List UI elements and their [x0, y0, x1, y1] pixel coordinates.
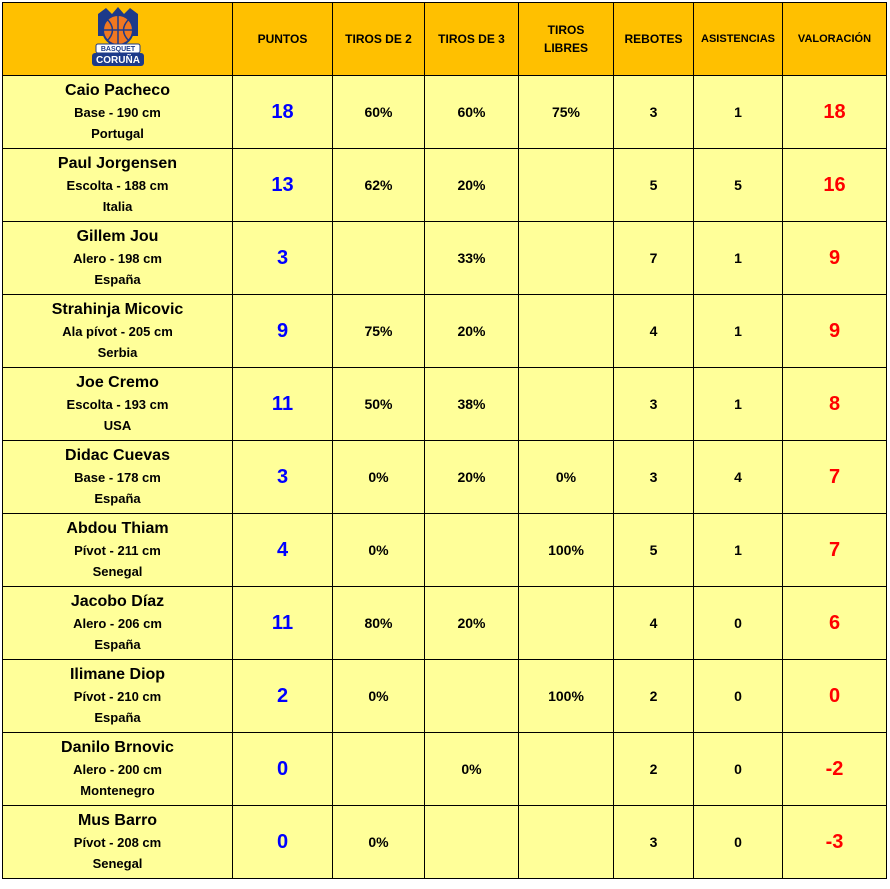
header-asistencias: ASISTENCIAS	[694, 3, 783, 76]
logo-text-bottom: CORUÑA	[95, 54, 140, 66]
player-country: USA	[103, 418, 132, 433]
player-cell	[3, 441, 233, 514]
table-row	[3, 76, 887, 149]
tiros-de-2-cell: 0%	[333, 441, 425, 514]
tiros-libres-cell	[519, 295, 614, 368]
player-name: Strahinja Micovic	[51, 301, 184, 318]
player-country: Senegal	[92, 564, 143, 579]
rebotes-cell: 3	[614, 368, 694, 441]
player-cell	[3, 806, 233, 879]
asistencias-cell: 1	[694, 295, 783, 368]
tiros-de-2-cell	[333, 222, 425, 295]
rebotes-cell: 4	[614, 587, 694, 660]
tiros-de-3-cell: 20%	[425, 149, 519, 222]
header-puntos: PUNTOS	[233, 3, 333, 76]
tiros-de-2-cell: 0%	[333, 806, 425, 879]
tiros-de-3-cell: 38%	[425, 368, 519, 441]
tiros-libres-cell	[519, 222, 614, 295]
table-row	[3, 441, 887, 514]
asistencias-cell: 0	[694, 733, 783, 806]
player-name: Ilimane Diop	[69, 666, 166, 683]
valoracion-cell: -2	[783, 733, 887, 806]
tiros-de-2-cell: 62%	[333, 149, 425, 222]
tiros-de-2-cell: 60%	[333, 76, 425, 149]
tiros-de-3-cell	[425, 514, 519, 587]
valoracion-cell: 16	[783, 149, 887, 222]
asistencias-cell: 1	[694, 222, 783, 295]
table-row	[3, 587, 887, 660]
player-position: Alero - 198 cm	[73, 251, 162, 266]
header-valoracion: VALORACIÓN	[783, 3, 887, 76]
valoracion-cell: 7	[783, 441, 887, 514]
tiros-de-3-cell: 20%	[425, 441, 519, 514]
tiros-de-3-cell: 0%	[425, 733, 519, 806]
rebotes-cell: 5	[614, 514, 694, 587]
asistencias-cell: 1	[694, 76, 783, 149]
rebotes-cell: 7	[614, 222, 694, 295]
asistencias-cell: 5	[694, 149, 783, 222]
player-position: Escolta - 193 cm	[66, 397, 169, 412]
player-cell	[3, 733, 233, 806]
logo-text-top: BASQUET	[100, 45, 135, 53]
puntos-cell: 11	[233, 368, 333, 441]
player-cell	[3, 76, 233, 149]
tiros-de-2-cell: 50%	[333, 368, 425, 441]
valoracion-cell: 0	[783, 660, 887, 733]
rebotes-cell: 2	[614, 660, 694, 733]
rebotes-cell: 3	[614, 441, 694, 514]
player-country: España	[94, 272, 141, 287]
puntos-cell: 9	[233, 295, 333, 368]
player-position: Base - 190 cm	[74, 105, 161, 120]
valoracion-cell: 7	[783, 514, 887, 587]
player-cell	[3, 660, 233, 733]
tiros-libres-cell	[519, 587, 614, 660]
asistencias-cell: 0	[694, 660, 783, 733]
tiros-libres-cell: 0%	[519, 441, 614, 514]
player-country: Senegal	[92, 856, 143, 871]
player-name: Didac Cuevas	[65, 447, 170, 464]
player-rows	[3, 76, 887, 879]
header-rebotes: REBOTES	[614, 3, 694, 76]
puntos-cell: 18	[233, 76, 333, 149]
table-row	[3, 368, 887, 441]
puntos-cell: 4	[233, 514, 333, 587]
tiros-libres-cell	[519, 806, 614, 879]
tiros-de-2-cell: 75%	[333, 295, 425, 368]
logo-cell	[3, 3, 233, 76]
player-cell	[3, 222, 233, 295]
player-country: Montenegro	[80, 783, 155, 798]
puntos-cell: 11	[233, 587, 333, 660]
tiros-libres-cell: 100%	[519, 660, 614, 733]
player-cell	[3, 295, 233, 368]
puntos-cell: 2	[233, 660, 333, 733]
asistencias-cell: 0	[694, 806, 783, 879]
player-country: España	[94, 637, 141, 652]
rebotes-cell: 2	[614, 733, 694, 806]
table-row	[3, 222, 887, 295]
rebotes-cell: 5	[614, 149, 694, 222]
tiros-libres-cell	[519, 149, 614, 222]
table-row	[3, 733, 887, 806]
player-country: Italia	[102, 199, 133, 214]
player-name: Caio Pacheco	[65, 82, 170, 99]
header-tiros-de-3: TIROS DE 3	[425, 3, 519, 76]
player-country: Serbia	[97, 345, 138, 360]
player-position: Escolta - 188 cm	[66, 178, 169, 193]
player-cell	[3, 149, 233, 222]
player-position: Alero - 206 cm	[73, 616, 162, 631]
stats-table	[2, 2, 887, 879]
table-row	[3, 149, 887, 222]
player-position: Alero - 200 cm	[73, 762, 162, 777]
player-name: Paul Jorgensen	[57, 155, 178, 172]
player-cell	[3, 514, 233, 587]
rebotes-cell: 3	[614, 76, 694, 149]
tiros-de-3-cell: 20%	[425, 587, 519, 660]
asistencias-cell: 4	[694, 441, 783, 514]
tiros-de-2-cell: 80%	[333, 587, 425, 660]
rebotes-cell: 4	[614, 295, 694, 368]
player-name: Joe Cremo	[76, 374, 159, 391]
player-country: España	[94, 491, 141, 506]
puntos-cell: 3	[233, 222, 333, 295]
tiros-de-3-cell	[425, 806, 519, 879]
header-row	[3, 3, 887, 76]
player-country: Portugal	[91, 126, 144, 141]
player-country: España	[94, 710, 141, 725]
player-name: Gillem Jou	[76, 228, 159, 245]
player-cell	[3, 368, 233, 441]
player-position: Ala pívot - 205 cm	[62, 324, 173, 339]
table-row	[3, 295, 887, 368]
puntos-cell: 0	[233, 733, 333, 806]
tiros-libres-cell	[519, 368, 614, 441]
asistencias-cell: 1	[694, 368, 783, 441]
tiros-libres-cell	[519, 733, 614, 806]
header-tiros-libres-line1: TIROS	[547, 23, 585, 37]
valoracion-cell: 18	[783, 76, 887, 149]
asistencias-cell: 0	[694, 587, 783, 660]
tiros-de-2-cell: 0%	[333, 514, 425, 587]
tiros-libres-cell: 100%	[519, 514, 614, 587]
valoracion-cell: 9	[783, 295, 887, 368]
player-position: Pívot - 210 cm	[73, 689, 162, 704]
player-name: Mus Barro	[77, 812, 158, 829]
puntos-cell: 3	[233, 441, 333, 514]
tiros-libres-cell: 75%	[519, 76, 614, 149]
header-tiros-libres-line2: LIBRES	[543, 41, 588, 55]
asistencias-cell: 1	[694, 514, 783, 587]
tiros-de-3-cell: 60%	[425, 76, 519, 149]
table-row	[3, 514, 887, 587]
player-name: Danilo Brnovic	[61, 739, 174, 756]
valoracion-cell: -3	[783, 806, 887, 879]
player-name: Jacobo Díaz	[70, 593, 165, 610]
puntos-cell: 0	[233, 806, 333, 879]
header-tiros-de-2: TIROS DE 2	[333, 3, 425, 76]
player-name: Abdou Thiam	[66, 520, 169, 537]
tiros-de-2-cell: 0%	[333, 660, 425, 733]
tiros-de-3-cell: 20%	[425, 295, 519, 368]
valoracion-cell: 9	[783, 222, 887, 295]
header-tiros-libres	[519, 3, 614, 76]
player-position: Base - 178 cm	[74, 470, 161, 485]
valoracion-cell: 8	[783, 368, 887, 441]
table-row	[3, 660, 887, 733]
basquet-coruna-logo	[88, 6, 148, 68]
player-position: Pívot - 208 cm	[73, 835, 162, 850]
tiros-de-3-cell	[425, 660, 519, 733]
player-cell	[3, 587, 233, 660]
rebotes-cell: 3	[614, 806, 694, 879]
valoracion-cell: 6	[783, 587, 887, 660]
player-position: Pívot - 211 cm	[74, 543, 161, 558]
tiros-de-3-cell: 33%	[425, 222, 519, 295]
table-row	[3, 806, 887, 879]
tiros-de-2-cell	[333, 733, 425, 806]
puntos-cell: 13	[233, 149, 333, 222]
